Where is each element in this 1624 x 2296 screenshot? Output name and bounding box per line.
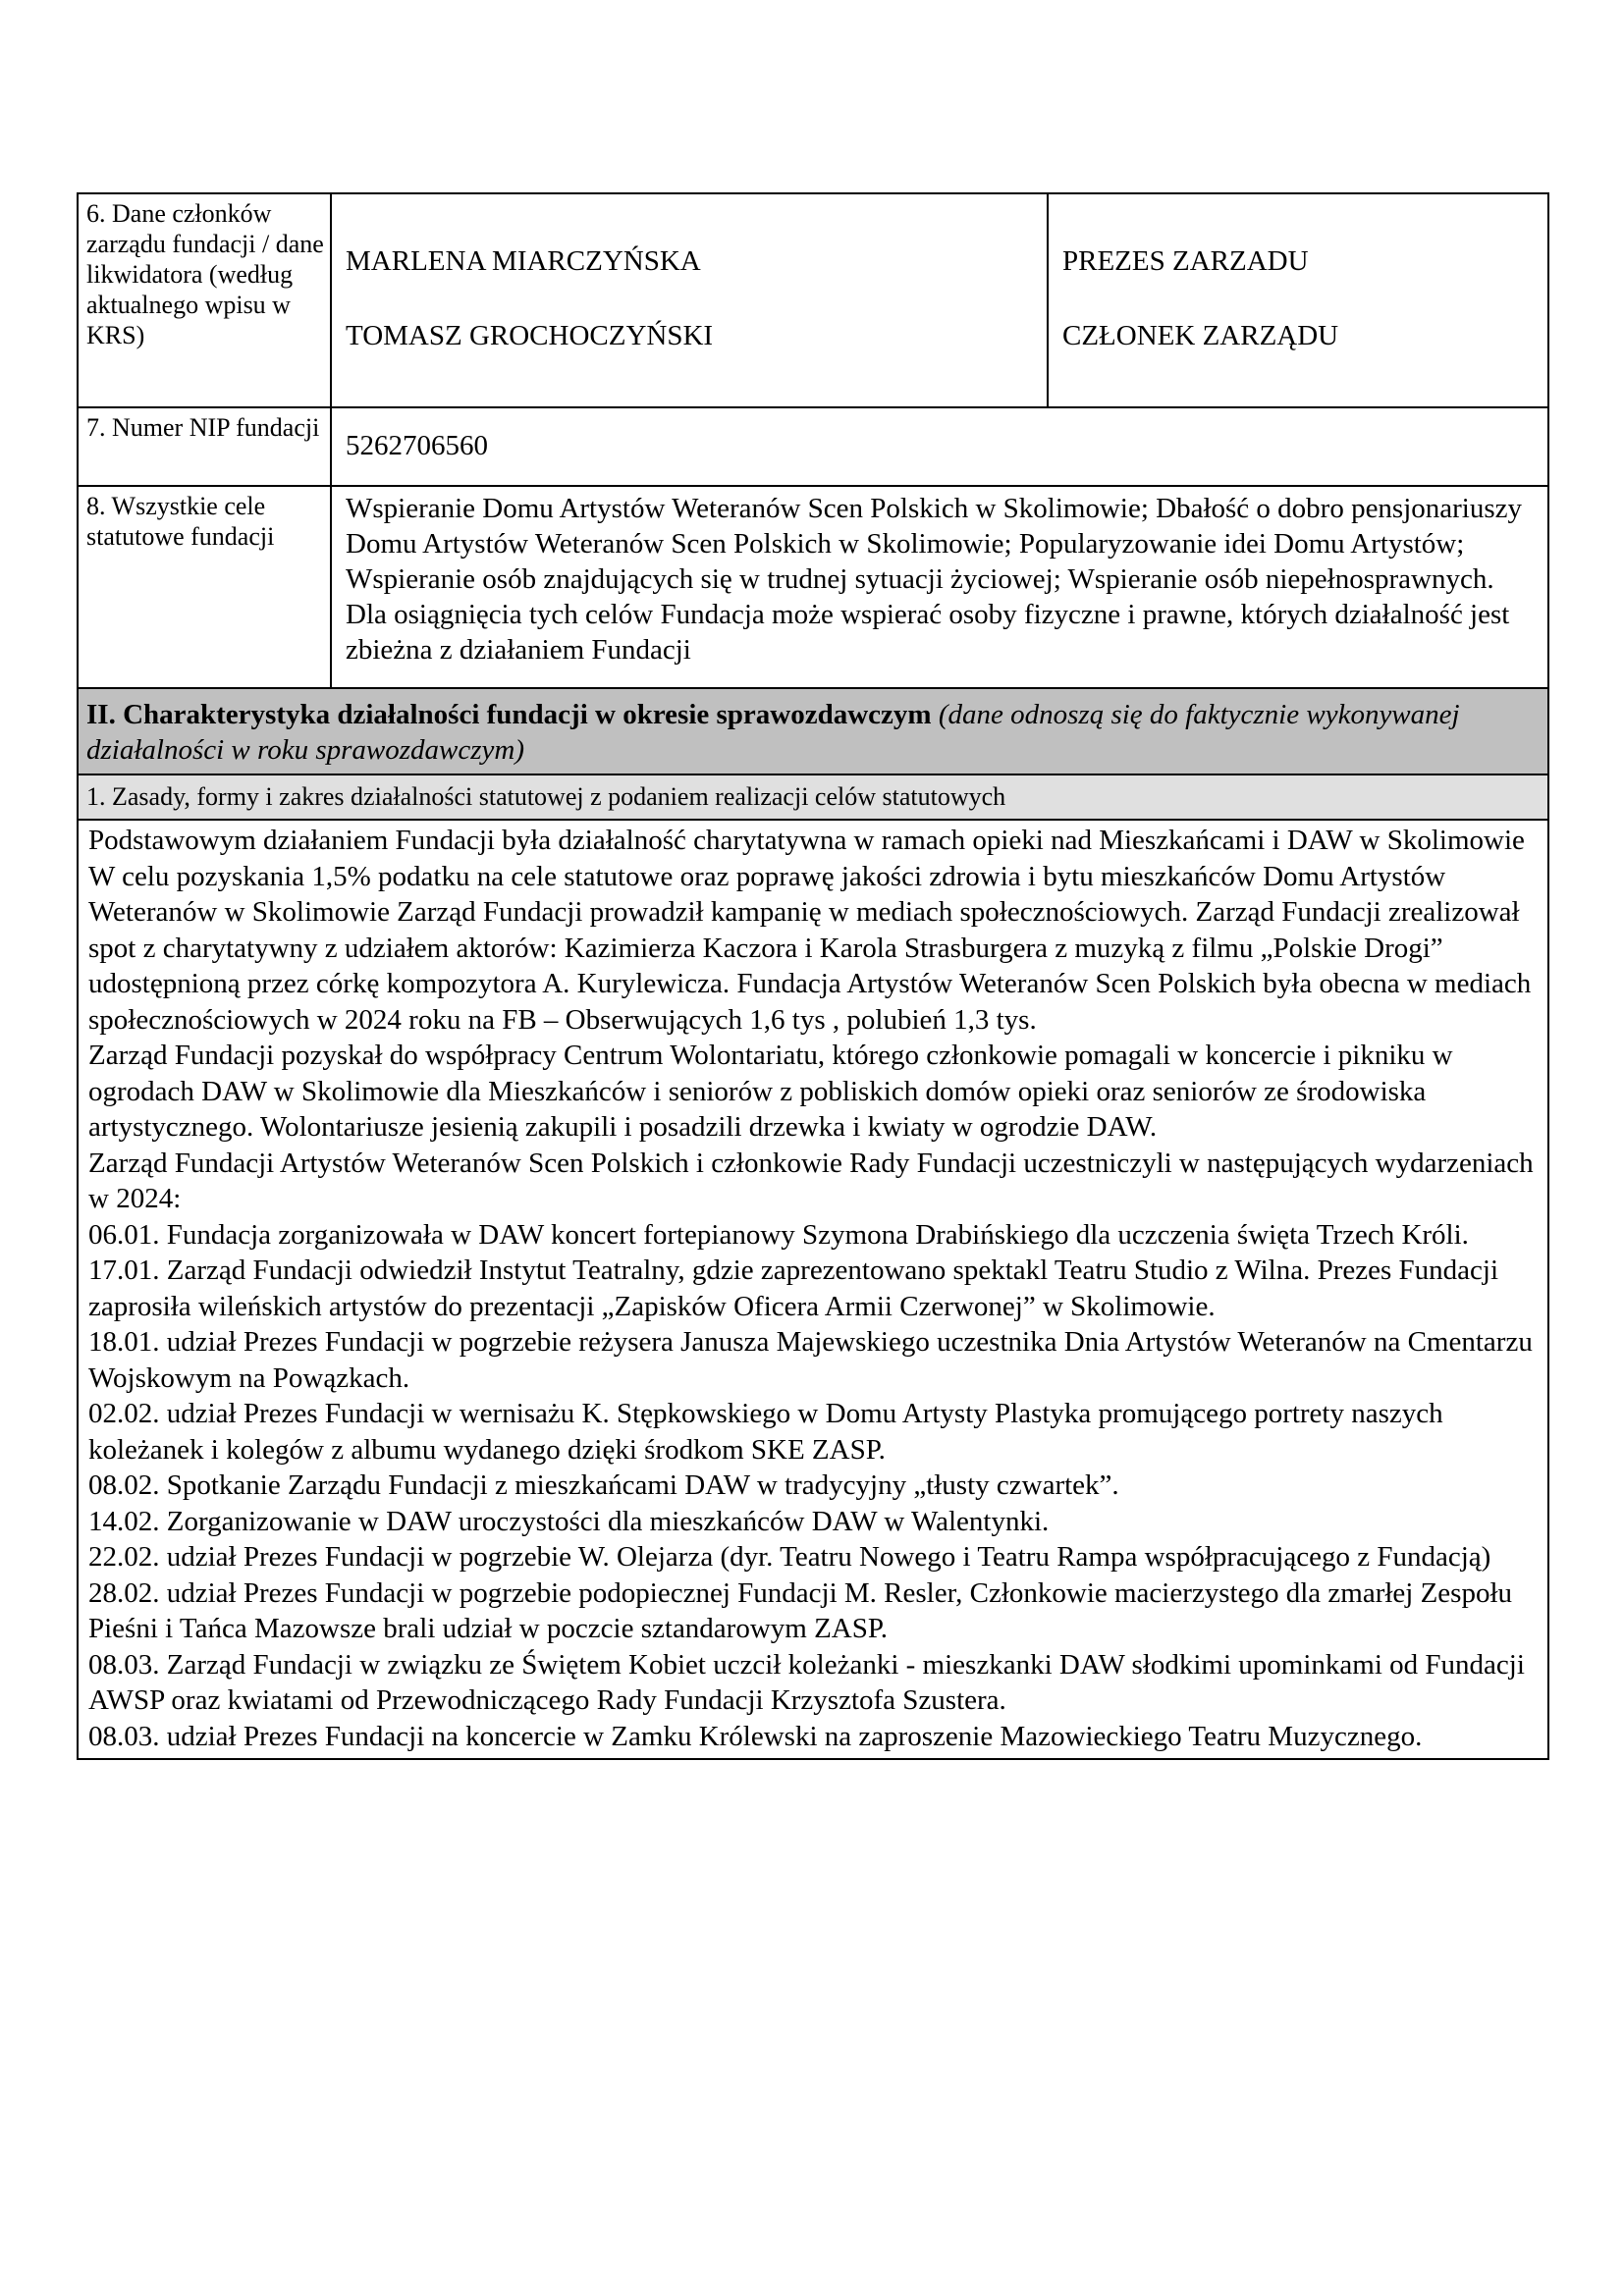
nip-row xyxy=(78,407,1548,486)
event-entry: 22.02. udział Prezes Fundacji w pogrzebie W. Olejarza (dyr. Teatru Nowego i Teatru Rampa współpracującego z Fundacją) xyxy=(88,1541,1491,1573)
event-entry: 06.01. Fundacja zorganizowała w DAW koncert fortepianowy Szymona Drabińskiego dla uczczenia święta Trzech Króli. xyxy=(88,1218,1469,1251)
board-member-role: CZŁONEK ZARZĄDU xyxy=(1062,320,1339,351)
statutory-goals-label: 8. Wszystkie cele statutowe fundacji xyxy=(78,486,331,688)
nip-label: 7. Numer NIP fundacji xyxy=(78,407,331,486)
activities-content xyxy=(78,820,1548,1759)
section-ii-heading xyxy=(78,688,1548,774)
activities-paragraph: Podstawowym działaniem Fundacji była działalność charytatywna w ramach opieki nad Mieszkańcami i DAW w Skolimowie W celu pozyskania 1,5% podatku na cele statutowe oraz poprawę jakości zdrowia i bytu mieszkańców Domu Artystów Weteranów w Skolimowie Zarząd Fundacji prowadził kampanię w mediach społecznościowych. Zarząd Fundacji zrealizował spot z charytatywny z udziałem aktorów: Kazimierza Kaczora i Karola Strasburgera z muzyką z filmu „Polskie Drogi” udostępnioną przez córkę kompozytora A. Kurylewicza. Fundacja Artystów Weteranów Scen Polskich była obecna w mediach społecznościowych w 2024 roku na FB – Obserwujących 1,6 tys , polubień 1,3 tys. xyxy=(88,825,1532,1036)
board-member-role: PREZES ZARZADU xyxy=(1062,245,1309,277)
nip-value: 5262706560 xyxy=(331,407,1548,486)
event-entry: 18.01. udział Prezes Fundacji w pogrzebie reżysera Janusza Majewskiego uczestnika Dnia Artystów Weteranów na Cmentarzu Wojskowym na Powązkach. xyxy=(88,1326,1533,1394)
section-ii-subheading: 1. Zasady, formy i zakres działalności statutowej z podaniem realizacji celów statutowych xyxy=(78,774,1548,820)
activities-paragraph: Zarząd Fundacji pozyskał do współpracy Centrum Wolontariatu, którego członkowie pomagali w koncercie i pikniku w ogrodach DAW w Skolimowie dla Mieszkańców i seniorów z pobliskich domów opieki oraz seniorów ze środowiska artystycznego. Wolontariusze jesienią zakupili i posadzili drzewka i kwiaty w ogrodzie DAW. xyxy=(88,1040,1453,1143)
section-ii-title: II. Charakterystyka działalności fundacji w okresie sprawozdawczym xyxy=(86,699,932,730)
report-page xyxy=(77,192,1547,1760)
board-member-name: TOMASZ GROCHOCZYŃSKI xyxy=(346,320,714,351)
board-members-label: 6. Dane członków zarządu fundacji / dane likwidatora (według aktualnego wpisu w KRS) xyxy=(78,193,331,407)
statutory-goals-row xyxy=(78,486,1548,688)
section-ii-heading-row xyxy=(78,688,1548,774)
board-names-cell xyxy=(331,193,1048,407)
event-entry: 02.02. udział Prezes Fundacji w wernisażu K. Stępkowskiego w Domu Artysty Plastyka promującego portrety naszych koleżanek i kolegów z albumu wydanego dzięki środkom SKE ZASP. xyxy=(88,1398,1443,1466)
board-member-name: MARLENA MIARCZYŃSKA xyxy=(346,245,701,277)
activities-row xyxy=(78,820,1548,1759)
board-members-row xyxy=(78,193,1548,407)
event-entry: 08.03. Zarząd Fundacji w związku ze Świętem Kobiet uczcił koleżanki - mieszkanki DAW słodkimi upominkami od Fundacji AWSP oraz kwiatami od Przewodniczącego Rady Fundacji Krzysztofa Szustera. xyxy=(88,1648,1525,1716)
event-entry: 08.03. udział Prezes Fundacji na koncercie w Zamku Królewski na zaproszenie Mazowieckiego Teatru Muzycznego. xyxy=(88,1720,1423,1752)
event-entry: 14.02. Zorganizowanie w DAW uroczystości dla mieszkańców DAW w Walentynki. xyxy=(88,1505,1050,1537)
board-roles-cell xyxy=(1048,193,1548,407)
event-entry: 08.02. Spotkanie Zarządu Fundacji z mieszkańcami DAW w tradycyjny „tłusty czwartek”. xyxy=(88,1469,1119,1501)
statutory-goals-value: Wspieranie Domu Artystów Weteranów Scen Polskich w Skolimowie; Dbałość o dobro pensjonariuszy Domu Artystów Weteranów Scen Polskich w Skolimowie; Popularyzowanie idei Domu Artystów; Wspieranie osób znajdujących się w trudnej sytuacji życiowej; Wspieranie osób niepełnosprawnych. Dla osiągnięcia tych celów Fundacja może wspierać osoby fizyczne i prawne, których działalność jest zbieżna z działaniem Fundacji xyxy=(331,486,1548,688)
section-ii-subheading-row xyxy=(78,774,1548,820)
section-ii-note: (dane odnoszą się do faktycznie wykonywanej działalności w roku sprawozdawczym) xyxy=(86,699,1460,766)
event-entry: 17.01. Zarząd Fundacji odwiedził Instytut Teatralny, gdzie zaprezentowano spektakl Teatru Studio z Wilna. Prezes Fundacji zaprosiła wileńskich artystów do prezentacji „Zapisków Oficera Armii Czerwonej” w Skolimowie. xyxy=(88,1255,1499,1322)
event-entry: 28.02. udział Prezes Fundacji w pogrzebie podopiecznej Fundacji M. Resler, Członkowie macierzystego dla zmarłej Zespołu Pieśni i Tańca Mazowsze brali udział w poczcie sztandarowym ZASP. xyxy=(88,1576,1513,1644)
foundation-report-table xyxy=(77,192,1549,1760)
activities-paragraph: Zarząd Fundacji Artystów Weteranów Scen Polskich i członkowie Rady Fundacji uczestniczyli w następujących wydarzeniach w 2024: xyxy=(88,1147,1534,1214)
